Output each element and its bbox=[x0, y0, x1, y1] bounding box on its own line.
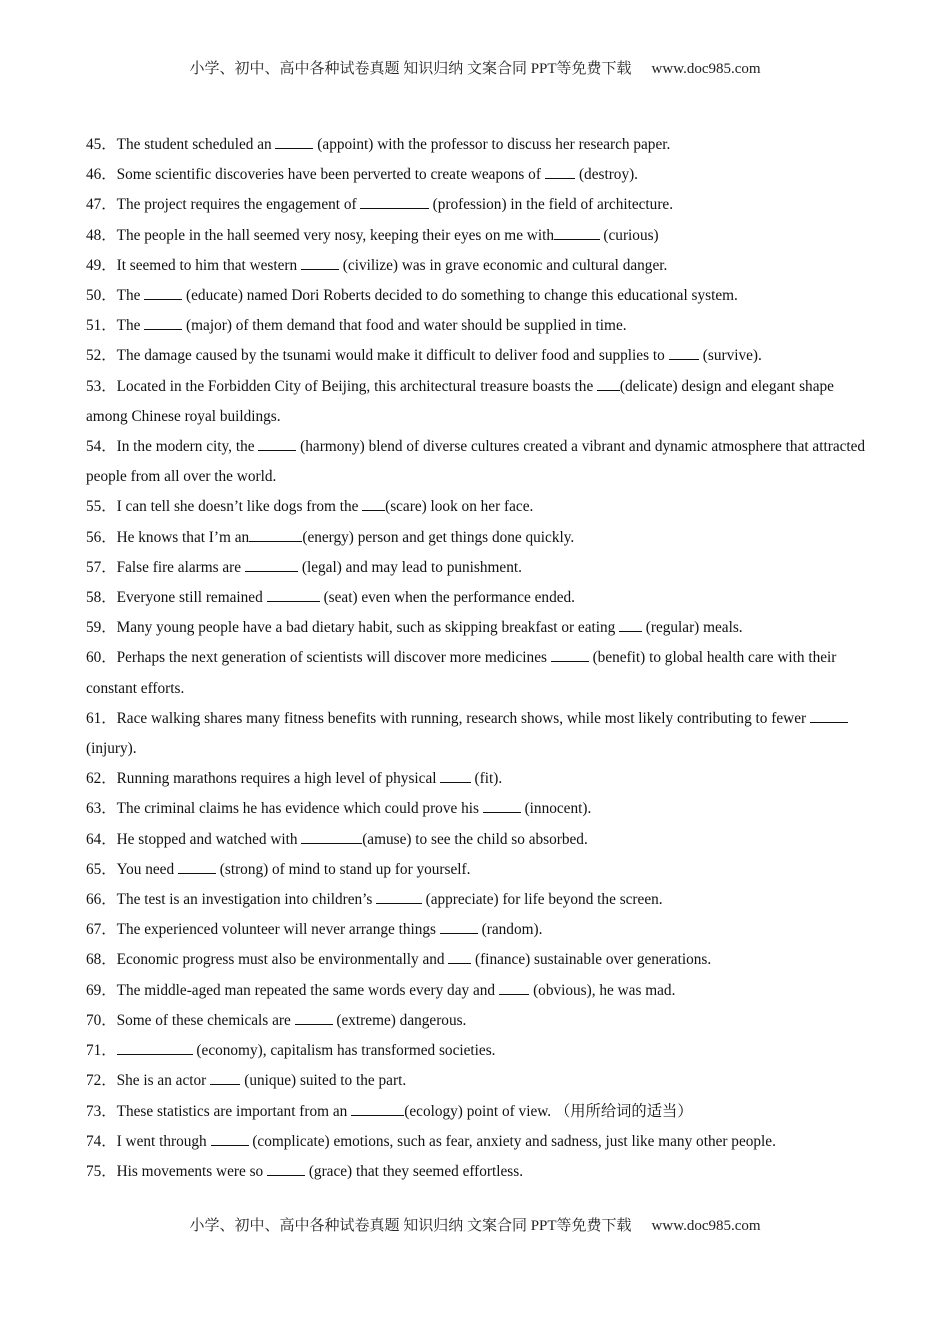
question-item bbox=[86, 1036, 876, 1066]
answer-blank[interactable] bbox=[810, 708, 848, 723]
question-text-before: The student scheduled an bbox=[116, 136, 276, 153]
question-text-after: (scare) look on her face. bbox=[385, 498, 534, 516]
question-number: 54． bbox=[86, 438, 117, 456]
question-text-after: (economy), capitalism has transformed societies. bbox=[192, 1042, 496, 1060]
question-text-after: (appoint) with the professor to discuss her research paper. bbox=[313, 136, 671, 153]
page-header bbox=[0, 57, 950, 78]
answer-blank[interactable] bbox=[301, 829, 362, 844]
question-number: 67． bbox=[86, 921, 117, 939]
question-list bbox=[86, 130, 876, 1187]
question-text-before: The people in the hall seemed very nosy, keeping their eyes on me with bbox=[116, 226, 554, 244]
question-text-after: (strong) of mind to stand up for yourself. bbox=[215, 860, 471, 878]
question-number: 58． bbox=[86, 589, 117, 607]
question-text-before: The test is an investigation into children’s bbox=[116, 891, 377, 909]
question-number: 63． bbox=[86, 800, 117, 818]
question-text-before: The damage caused by the tsunami would make it difficult to deliver food and supplies to bbox=[116, 347, 669, 365]
question-number: 53． bbox=[86, 377, 117, 395]
question-text-after: (ecology) point of view. （用所给词的适当） bbox=[404, 1102, 693, 1120]
question-text-before: Located in the Forbidden City of Beijing, this architectural treasure boasts the bbox=[116, 377, 598, 395]
question-text-after: (delicate) design and elegant shape among Chinese royal buildings. bbox=[86, 377, 834, 425]
question-text-before: The bbox=[116, 317, 145, 335]
answer-blank[interactable] bbox=[669, 345, 699, 360]
question-text-before: Some of these chemicals are bbox=[116, 1011, 295, 1029]
question-number: 49． bbox=[86, 256, 117, 274]
question-text-before: Race walking shares many fitness benefits with running, research shows, while most likely contributing to fewer bbox=[116, 709, 810, 727]
question-text-before: Running marathons requires a high level of physical bbox=[116, 770, 441, 788]
question-number: 73． bbox=[86, 1102, 117, 1120]
question-item bbox=[86, 341, 876, 371]
answer-blank[interactable] bbox=[554, 225, 600, 240]
question-text-after: (profession) in the field of architecture. bbox=[428, 196, 674, 214]
question-number: 72． bbox=[86, 1072, 117, 1090]
question-text-after: (civilize) was in grave economic and cultural danger. bbox=[338, 256, 668, 274]
question-item bbox=[86, 825, 876, 855]
question-text-after: (finance) sustainable over generations. bbox=[471, 951, 712, 969]
question-text-after: (educate) named Dori Roberts decided to do something to change this educational system. bbox=[182, 287, 738, 305]
question-item bbox=[86, 311, 876, 341]
question-number: 46． bbox=[86, 166, 117, 184]
question-item bbox=[86, 190, 876, 220]
answer-blank[interactable] bbox=[210, 1070, 240, 1085]
question-item bbox=[86, 221, 876, 251]
answer-blank[interactable] bbox=[483, 798, 521, 813]
question-text-before: I went through bbox=[116, 1132, 211, 1150]
answer-blank[interactable] bbox=[545, 164, 575, 179]
question-item bbox=[86, 1066, 876, 1096]
answer-blank[interactable] bbox=[117, 1040, 193, 1055]
question-text-before: You need bbox=[116, 860, 178, 878]
question-number: 55． bbox=[86, 498, 117, 516]
answer-blank[interactable] bbox=[295, 1010, 333, 1025]
answer-blank[interactable] bbox=[144, 285, 182, 300]
question-item bbox=[86, 915, 876, 945]
question-number: 56． bbox=[86, 528, 117, 546]
question-number: 69． bbox=[86, 981, 117, 999]
answer-blank[interactable] bbox=[440, 919, 478, 934]
answer-blank[interactable] bbox=[249, 527, 302, 542]
page-footer bbox=[0, 1214, 950, 1235]
question-number: 59． bbox=[86, 619, 117, 637]
question-item bbox=[86, 976, 876, 1006]
question-number: 52． bbox=[86, 347, 117, 365]
question-number: 70． bbox=[86, 1011, 117, 1029]
question-item bbox=[86, 855, 876, 885]
question-text-before: Perhaps the next generation of scientists will discover more medicines bbox=[116, 649, 551, 667]
question-text-after: (innocent). bbox=[520, 800, 592, 818]
question-text-after: (harmony) blend of diverse cultures created a vibrant and dynamic atmosphere that attracted people from all over the world. bbox=[86, 438, 866, 486]
question-item bbox=[86, 583, 876, 613]
footer-text: 小学、初中、高中各种试卷真题 知识归纳 文案合同 PPT等免费下载 bbox=[189, 1218, 632, 1234]
answer-blank[interactable] bbox=[499, 980, 529, 995]
question-item bbox=[86, 432, 876, 492]
question-text-after: (unique) suited to the part. bbox=[240, 1072, 407, 1090]
footer-url[interactable]: www.doc985.com bbox=[651, 1218, 761, 1234]
answer-blank[interactable] bbox=[144, 315, 182, 330]
question-item bbox=[86, 130, 876, 160]
question-text-before: I can tell she doesn’t like dogs from the bbox=[116, 498, 363, 516]
question-number: 68． bbox=[86, 951, 117, 969]
question-item bbox=[86, 613, 876, 643]
question-text-before: These statistics are important from an bbox=[116, 1102, 352, 1120]
question-item bbox=[86, 704, 876, 764]
question-number: 47． bbox=[86, 196, 117, 214]
question-number: 74． bbox=[86, 1132, 117, 1150]
answer-blank[interactable] bbox=[362, 496, 385, 511]
answer-blank[interactable] bbox=[448, 949, 471, 964]
answer-blank[interactable] bbox=[178, 859, 216, 874]
question-text-before: The project requires the engagement of bbox=[116, 196, 361, 214]
question-text-before: The experienced volunteer will never arrange things bbox=[116, 921, 440, 939]
question-item bbox=[86, 794, 876, 824]
question-item bbox=[86, 251, 876, 281]
question-number: 64． bbox=[86, 830, 117, 848]
question-item bbox=[86, 492, 876, 522]
question-item bbox=[86, 1127, 876, 1157]
question-text-after: (destroy). bbox=[575, 166, 639, 184]
answer-blank[interactable] bbox=[211, 1131, 249, 1146]
question-text-after: (complicate) emotions, such as fear, anxiety and sadness, just like many other people. bbox=[248, 1132, 776, 1150]
answer-blank[interactable] bbox=[597, 376, 620, 391]
answer-blank[interactable] bbox=[360, 194, 428, 209]
question-text-after: (obvious), he was mad. bbox=[529, 981, 676, 999]
question-item bbox=[86, 160, 876, 190]
question-number: 60． bbox=[86, 649, 117, 667]
answer-blank[interactable] bbox=[245, 557, 298, 572]
question-text-after: (legal) and may lead to punishment. bbox=[298, 558, 522, 576]
answer-blank[interactable] bbox=[275, 134, 313, 149]
question-number: 57． bbox=[86, 558, 117, 576]
question-item bbox=[86, 885, 876, 915]
question-text-before: The middle-aged man repeated the same words every day and bbox=[116, 981, 499, 999]
question-text-after: (seat) even when the performance ended. bbox=[319, 589, 575, 607]
question-number: 62． bbox=[86, 770, 117, 788]
question-text-after: (extreme) dangerous. bbox=[332, 1011, 467, 1029]
question-text-after: (amuse) to see the child so absorbed. bbox=[362, 830, 588, 848]
question-item bbox=[86, 1157, 876, 1187]
answer-blank[interactable] bbox=[301, 255, 339, 270]
question-number: 50． bbox=[86, 287, 117, 305]
question-text-before: It seemed to him that western bbox=[116, 256, 301, 274]
answer-blank[interactable] bbox=[619, 617, 642, 632]
question-text-after: (energy) person and get things done quickly. bbox=[302, 528, 575, 546]
answer-blank[interactable] bbox=[267, 1161, 305, 1176]
answer-blank[interactable] bbox=[551, 647, 589, 662]
answer-blank[interactable] bbox=[258, 436, 296, 451]
question-number: 61． bbox=[86, 709, 117, 727]
question-number: 75． bbox=[86, 1162, 117, 1180]
question-number: 45． bbox=[86, 136, 117, 153]
answer-blank[interactable] bbox=[440, 768, 470, 783]
question-number: 66． bbox=[86, 891, 117, 909]
question-text-before: His movements were so bbox=[116, 1162, 268, 1180]
question-text-after: (curious) bbox=[599, 226, 659, 244]
question-number: 51． bbox=[86, 317, 117, 335]
question-text-before: The bbox=[116, 287, 145, 305]
question-number: 48． bbox=[86, 226, 117, 244]
question-text-after: (random). bbox=[477, 921, 543, 939]
question-text-after: (appreciate) for life beyond the screen. bbox=[421, 891, 663, 909]
question-text-before: He knows that I’m an bbox=[116, 528, 250, 546]
question-item bbox=[86, 523, 876, 553]
question-item bbox=[86, 764, 876, 794]
question-text-after: (regular) meals. bbox=[641, 619, 743, 637]
question-number: 71． bbox=[86, 1042, 117, 1060]
question-text-after: (benefit) to global health care with their constant efforts. bbox=[86, 649, 837, 697]
question-text-before: The criminal claims he has evidence which could prove his bbox=[116, 800, 483, 818]
question-item bbox=[86, 643, 876, 703]
question-text-before: He stopped and watched with bbox=[116, 830, 302, 848]
question-text-before: False fire alarms are bbox=[116, 558, 245, 576]
question-text-after: (major) of them demand that food and water should be supplied in time. bbox=[182, 317, 627, 335]
answer-blank[interactable] bbox=[351, 1101, 404, 1116]
header-url[interactable]: www.doc985.com bbox=[651, 61, 761, 77]
answer-blank[interactable] bbox=[376, 889, 422, 904]
question-text-before: Many young people have a bad dietary habit, such as skipping breakfast or eating bbox=[116, 619, 620, 637]
question-item bbox=[86, 553, 876, 583]
question-item bbox=[86, 1006, 876, 1036]
question-text-after: (injury). bbox=[86, 740, 137, 758]
question-text-before: In the modern city, the bbox=[116, 438, 259, 456]
question-item bbox=[86, 945, 876, 975]
question-number: 65． bbox=[86, 860, 117, 878]
header-text: 小学、初中、高中各种试卷真题 知识归纳 文案合同 PPT等免费下载 bbox=[189, 61, 632, 77]
question-text-before: Economic progress must also be environmentally and bbox=[116, 951, 449, 969]
question-text-after: (fit). bbox=[470, 770, 503, 788]
question-text-before: She is an actor bbox=[116, 1072, 211, 1090]
question-text-before: Some scientific discoveries have been perverted to create weapons of bbox=[116, 166, 545, 184]
question-text-after: (survive). bbox=[698, 347, 762, 365]
answer-blank[interactable] bbox=[267, 587, 320, 602]
question-item bbox=[86, 281, 876, 311]
question-text-after: (grace) that they seemed effortless. bbox=[305, 1162, 524, 1180]
question-text-before: Everyone still remained bbox=[116, 589, 267, 607]
question-item bbox=[86, 372, 876, 432]
question-item bbox=[86, 1097, 876, 1127]
